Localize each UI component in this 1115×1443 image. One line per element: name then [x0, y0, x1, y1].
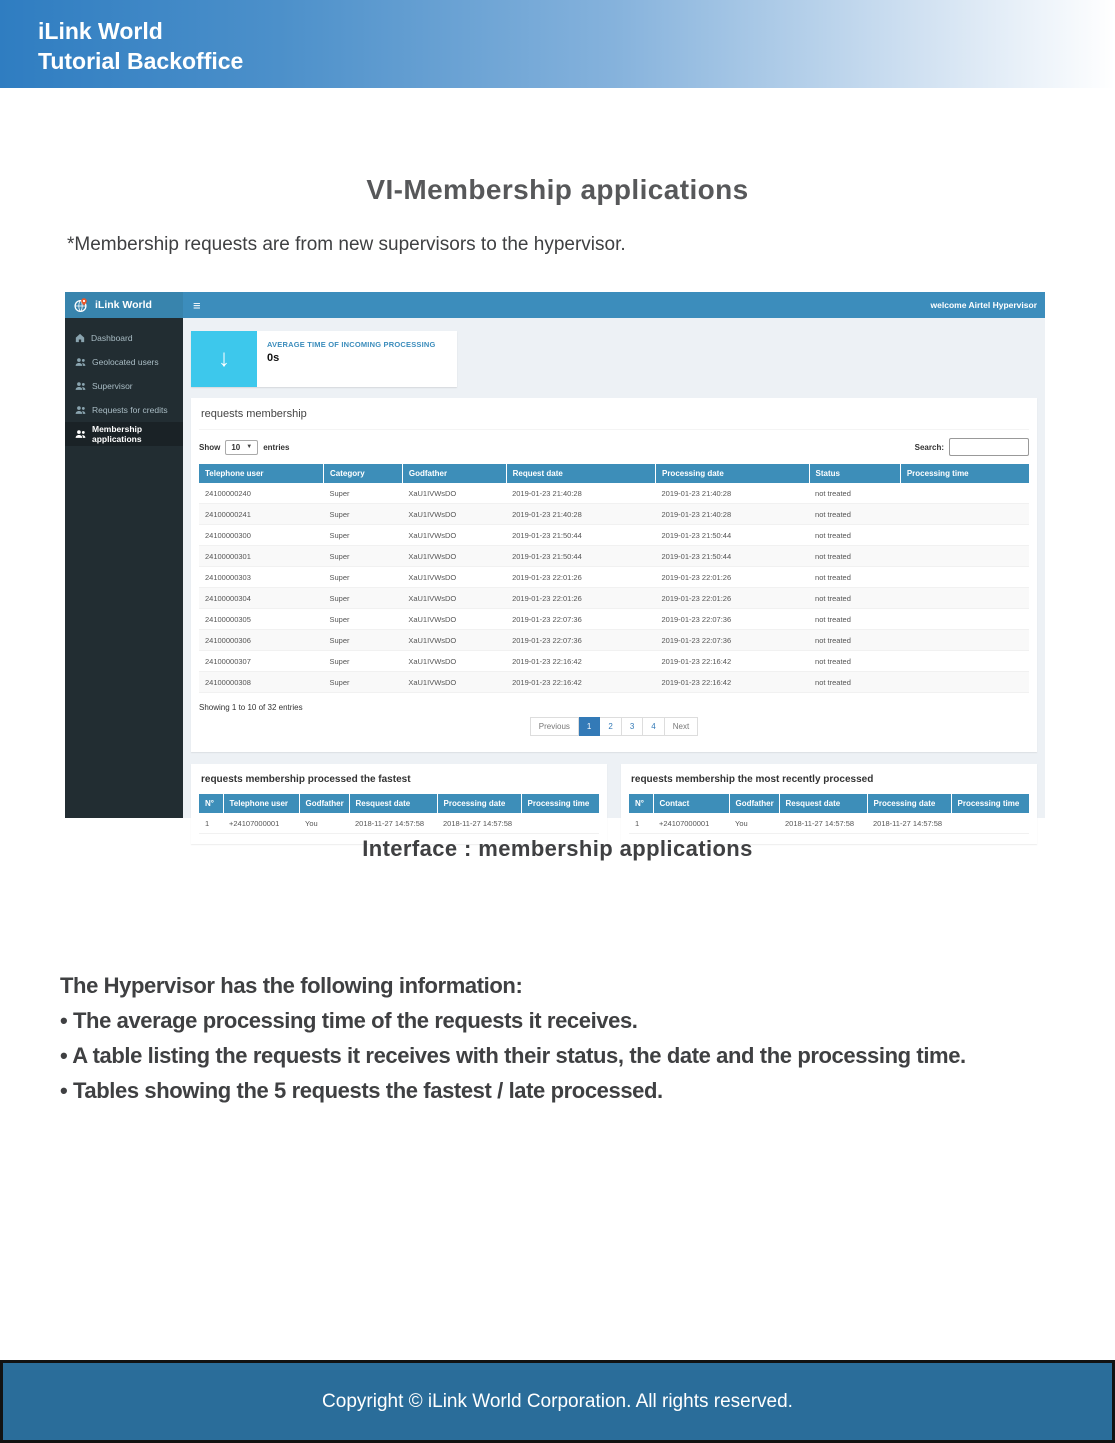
- table-cell: Super: [324, 588, 403, 609]
- table-row: [199, 546, 1029, 567]
- sidebar-item-label: Supervisor: [92, 381, 133, 391]
- table-cell: 1: [199, 813, 223, 834]
- pagination-next-button[interactable]: Next: [665, 717, 698, 736]
- avg-processing-card: [191, 331, 457, 387]
- column-header-request-date[interactable]: Request date: [506, 464, 655, 483]
- app-sidebar: [65, 318, 183, 818]
- banner-subtitle: Tutorial Backoffice: [38, 48, 244, 74]
- table-cell: 24100000241: [199, 504, 324, 525]
- table-cell: [900, 483, 1029, 504]
- search-input[interactable]: [949, 438, 1029, 456]
- table-cell: Super: [324, 630, 403, 651]
- table-cell: 2019-01-23 21:50:44: [655, 525, 809, 546]
- table-cell: Super: [324, 609, 403, 630]
- requests-membership-table: [199, 464, 1029, 693]
- table-cell: not treated: [809, 630, 900, 651]
- column-header-telephone-user[interactable]: Telephone user: [199, 464, 324, 483]
- table-cell: Super: [324, 525, 403, 546]
- table-cell: 2019-01-23 22:16:42: [506, 651, 655, 672]
- table-row: [199, 672, 1029, 693]
- table-cell: You: [729, 813, 779, 834]
- hamburger-icon[interactable]: ≡: [193, 297, 201, 313]
- table-cell: 2018-11-27 14:57:58: [867, 813, 951, 834]
- column-header-contact: Contact: [653, 794, 729, 813]
- table-row: [199, 651, 1029, 672]
- table-cell: 2019-01-23 22:07:36: [655, 630, 809, 651]
- table-cell: 2018-11-27 14:57:58: [349, 813, 437, 834]
- column-header-godfather: Godfather: [299, 794, 349, 813]
- table-row: [199, 588, 1029, 609]
- sidebar-item-label: Membership applications: [92, 424, 143, 444]
- table-controls: [199, 438, 1029, 456]
- fastest-processed-table: [199, 794, 599, 834]
- pagination-page-1[interactable]: 1: [579, 717, 600, 736]
- avg-card-label: AVERAGE TIME OF INCOMING PROCESSING: [267, 340, 436, 349]
- table-cell: XaU1IVWsDO: [402, 483, 506, 504]
- table-cell: 2019-01-23 22:07:36: [506, 630, 655, 651]
- table-cell: Super: [324, 672, 403, 693]
- fastest-processed-panel: [191, 764, 607, 844]
- bullet-item: • Tables showing the 5 requests the fastest / late processed.: [60, 1078, 663, 1103]
- recently-processed-panel: [621, 764, 1037, 844]
- home-icon: [75, 333, 85, 343]
- table-cell: not treated: [809, 483, 900, 504]
- column-header-processing-time: Processing time: [951, 794, 1029, 813]
- table-cell: 24100000303: [199, 567, 324, 588]
- table-cell: [900, 504, 1029, 525]
- table-cell: 24100000305: [199, 609, 324, 630]
- column-header-resquest-date: Resquest date: [779, 794, 867, 813]
- column-header-processing-date: Processing date: [867, 794, 951, 813]
- table-cell: not treated: [809, 651, 900, 672]
- table-row: [199, 567, 1029, 588]
- column-header-processing-time[interactable]: Processing time: [900, 464, 1029, 483]
- body-intro: The Hypervisor has the following information:: [60, 973, 523, 998]
- table-cell: [900, 567, 1029, 588]
- table-cell: 2018-11-27 14:57:58: [779, 813, 867, 834]
- table-cell: not treated: [809, 546, 900, 567]
- column-header-processing-time: Processing time: [521, 794, 599, 813]
- requests-membership-panel: [191, 398, 1037, 752]
- column-header-n-: N°: [199, 794, 223, 813]
- table-row: [199, 525, 1029, 546]
- pagination-previous-button[interactable]: Previous: [530, 717, 579, 736]
- recently-processed-table: [629, 794, 1029, 834]
- pagination-page-3[interactable]: 3: [622, 717, 643, 736]
- table-cell: You: [299, 813, 349, 834]
- table-cell: 24100000300: [199, 525, 324, 546]
- table-cell: 24100000306: [199, 630, 324, 651]
- table-cell: 2019-01-23 21:50:44: [506, 525, 655, 546]
- column-header-status[interactable]: Status: [809, 464, 900, 483]
- column-header-category[interactable]: Category: [324, 464, 403, 483]
- table-cell: 2019-01-23 21:40:28: [655, 483, 809, 504]
- table-cell: XaU1IVWsDO: [402, 630, 506, 651]
- table-cell: 2019-01-23 21:50:44: [506, 546, 655, 567]
- table-cell: XaU1IVWsDO: [402, 672, 506, 693]
- table-cell: 24100000307: [199, 651, 324, 672]
- search-label: Search:: [914, 442, 944, 452]
- table-cell: 24100000304: [199, 588, 324, 609]
- column-header-telephone-user: Telephone user: [223, 794, 299, 813]
- panel-title: requests membership the most recently processed: [631, 774, 874, 785]
- users-icon: [75, 381, 86, 391]
- table-cell: 2019-01-23 21:50:44: [655, 546, 809, 567]
- table-cell: not treated: [809, 672, 900, 693]
- backoffice-screenshot: [65, 292, 1045, 828]
- table-cell: not treated: [809, 588, 900, 609]
- copyright-text: Copyright © iLink World Corporation. All rights reserved.: [322, 1390, 793, 1412]
- table-cell: 2019-01-23 21:40:28: [655, 504, 809, 525]
- table-row: [199, 609, 1029, 630]
- table-cell: 2019-01-23 22:07:36: [655, 609, 809, 630]
- pagination-page-4[interactable]: 4: [643, 717, 664, 736]
- table-cell: 2019-01-23 22:16:42: [506, 672, 655, 693]
- table-cell: 24100000308: [199, 672, 324, 693]
- sidebar-item-membership-applications[interactable]: [65, 422, 183, 446]
- header-banner: [0, 0, 1115, 88]
- column-header-n-: N°: [629, 794, 653, 813]
- table-cell: XaU1IVWsDO: [402, 504, 506, 525]
- table-cell: XaU1IVWsDO: [402, 525, 506, 546]
- table-cell: +24107000001: [223, 813, 299, 834]
- app-topbar: [65, 292, 1045, 318]
- table-cell: [900, 546, 1029, 567]
- table-cell: Super: [324, 567, 403, 588]
- table-cell: [900, 630, 1029, 651]
- chevron-down-icon: ▼: [246, 444, 253, 450]
- table-row: [199, 630, 1029, 651]
- pagination-page-2[interactable]: 2: [600, 717, 621, 736]
- table-cell: 2019-01-23 22:01:26: [655, 567, 809, 588]
- table-cell: not treated: [809, 525, 900, 546]
- table-cell: not treated: [809, 609, 900, 630]
- table-cell: +24107000001: [653, 813, 729, 834]
- brand-link[interactable]: [65, 292, 183, 318]
- show-label: Show: [199, 442, 221, 452]
- body-text: [60, 968, 1060, 1108]
- users-icon: [75, 357, 86, 367]
- sidebar-item-dashboard[interactable]: [65, 326, 183, 350]
- table-cell: 24100000301: [199, 546, 324, 567]
- entries-label: entries: [263, 442, 290, 452]
- table-cell: [900, 525, 1029, 546]
- table-cell: 2019-01-23 22:01:26: [506, 588, 655, 609]
- table-row: [199, 813, 599, 834]
- table-cell: [900, 588, 1029, 609]
- avg-card-value: 0s: [267, 352, 280, 364]
- table-cell: 2019-01-23 22:01:26: [506, 567, 655, 588]
- table-cell: XaU1IVWsDO: [402, 609, 506, 630]
- column-header-godfather: Godfather: [729, 794, 779, 813]
- bullet-item: • A table listing the requests it receives with their status, the date and the processing time.: [60, 1043, 966, 1068]
- table-cell: 2019-01-23 22:16:42: [655, 672, 809, 693]
- panel-title: requests membership processed the fastest: [201, 774, 411, 785]
- banner-title: iLink World: [38, 18, 163, 44]
- table-cell: Super: [324, 483, 403, 504]
- table-cell: XaU1IVWsDO: [402, 546, 506, 567]
- column-header-godfather[interactable]: Godfather: [402, 464, 506, 483]
- table-cell: XaU1IVWsDO: [402, 651, 506, 672]
- users-icon: [75, 405, 86, 415]
- table-row: [629, 813, 1029, 834]
- table-summary: Showing 1 to 10 of 32 entries: [199, 703, 303, 712]
- table-cell: [900, 651, 1029, 672]
- table-cell: 2019-01-23 21:40:28: [506, 483, 655, 504]
- table-cell: Super: [324, 546, 403, 567]
- sidebar-item-label: Dashboard: [91, 333, 133, 343]
- table-cell: 2019-01-23 22:01:26: [655, 588, 809, 609]
- table-row: [199, 504, 1029, 525]
- figure-caption: Interface : membership applications: [362, 836, 753, 861]
- table-cell: not treated: [809, 504, 900, 525]
- table-cell: XaU1IVWsDO: [402, 588, 506, 609]
- table-cell: 2018-11-27 14:57:58: [437, 813, 521, 834]
- table-cell: 1: [629, 813, 653, 834]
- pagination: [199, 717, 1029, 736]
- sidebar-item-label: Requests for credits: [92, 405, 168, 415]
- welcome-user[interactable]: welcome Airtel Hypervisor: [930, 300, 1037, 310]
- column-header-processing-date: Processing date: [437, 794, 521, 813]
- column-header-resquest-date: Resquest date: [349, 794, 437, 813]
- table-cell: XaU1IVWsDO: [402, 567, 506, 588]
- table-cell: 2019-01-23 22:07:36: [506, 609, 655, 630]
- app-content: [183, 318, 1045, 828]
- sidebar-item-supervisor[interactable]: [65, 374, 183, 398]
- table-cell: 2019-01-23 22:16:42: [655, 651, 809, 672]
- table-cell: 2019-01-23 21:40:28: [506, 504, 655, 525]
- users-icon: [75, 429, 86, 439]
- ilink-logo-icon: [73, 297, 89, 313]
- brand-label: iLink World: [95, 299, 152, 311]
- section-title: VI-Membership applications: [366, 174, 749, 205]
- table-cell: not treated: [809, 567, 900, 588]
- sidebar-item-requests-for-credits[interactable]: [65, 398, 183, 422]
- section-note: *Membership requests are from new supervisors to the hypervisor.: [67, 234, 626, 255]
- table-cell: Super: [324, 651, 403, 672]
- table-cell: Super: [324, 504, 403, 525]
- sidebar-item-label: Geolocated users: [92, 357, 159, 367]
- table-cell: [900, 609, 1029, 630]
- down-arrow-icon: ↓: [191, 331, 257, 387]
- panel-title: requests membership: [199, 406, 1029, 430]
- footer-bar: [0, 1360, 1115, 1443]
- sidebar-item-geolocated-users[interactable]: [65, 350, 183, 374]
- table-cell: [900, 672, 1029, 693]
- column-header-processing-date[interactable]: Processing date: [655, 464, 809, 483]
- table-row: [199, 483, 1029, 504]
- table-cell: 24100000240: [199, 483, 324, 504]
- table-cell: [951, 813, 1029, 834]
- table-cell: [521, 813, 599, 834]
- bullet-item: • The average processing time of the requests it receives.: [60, 1008, 638, 1033]
- page-length-select[interactable]: 10 ▼: [225, 440, 258, 455]
